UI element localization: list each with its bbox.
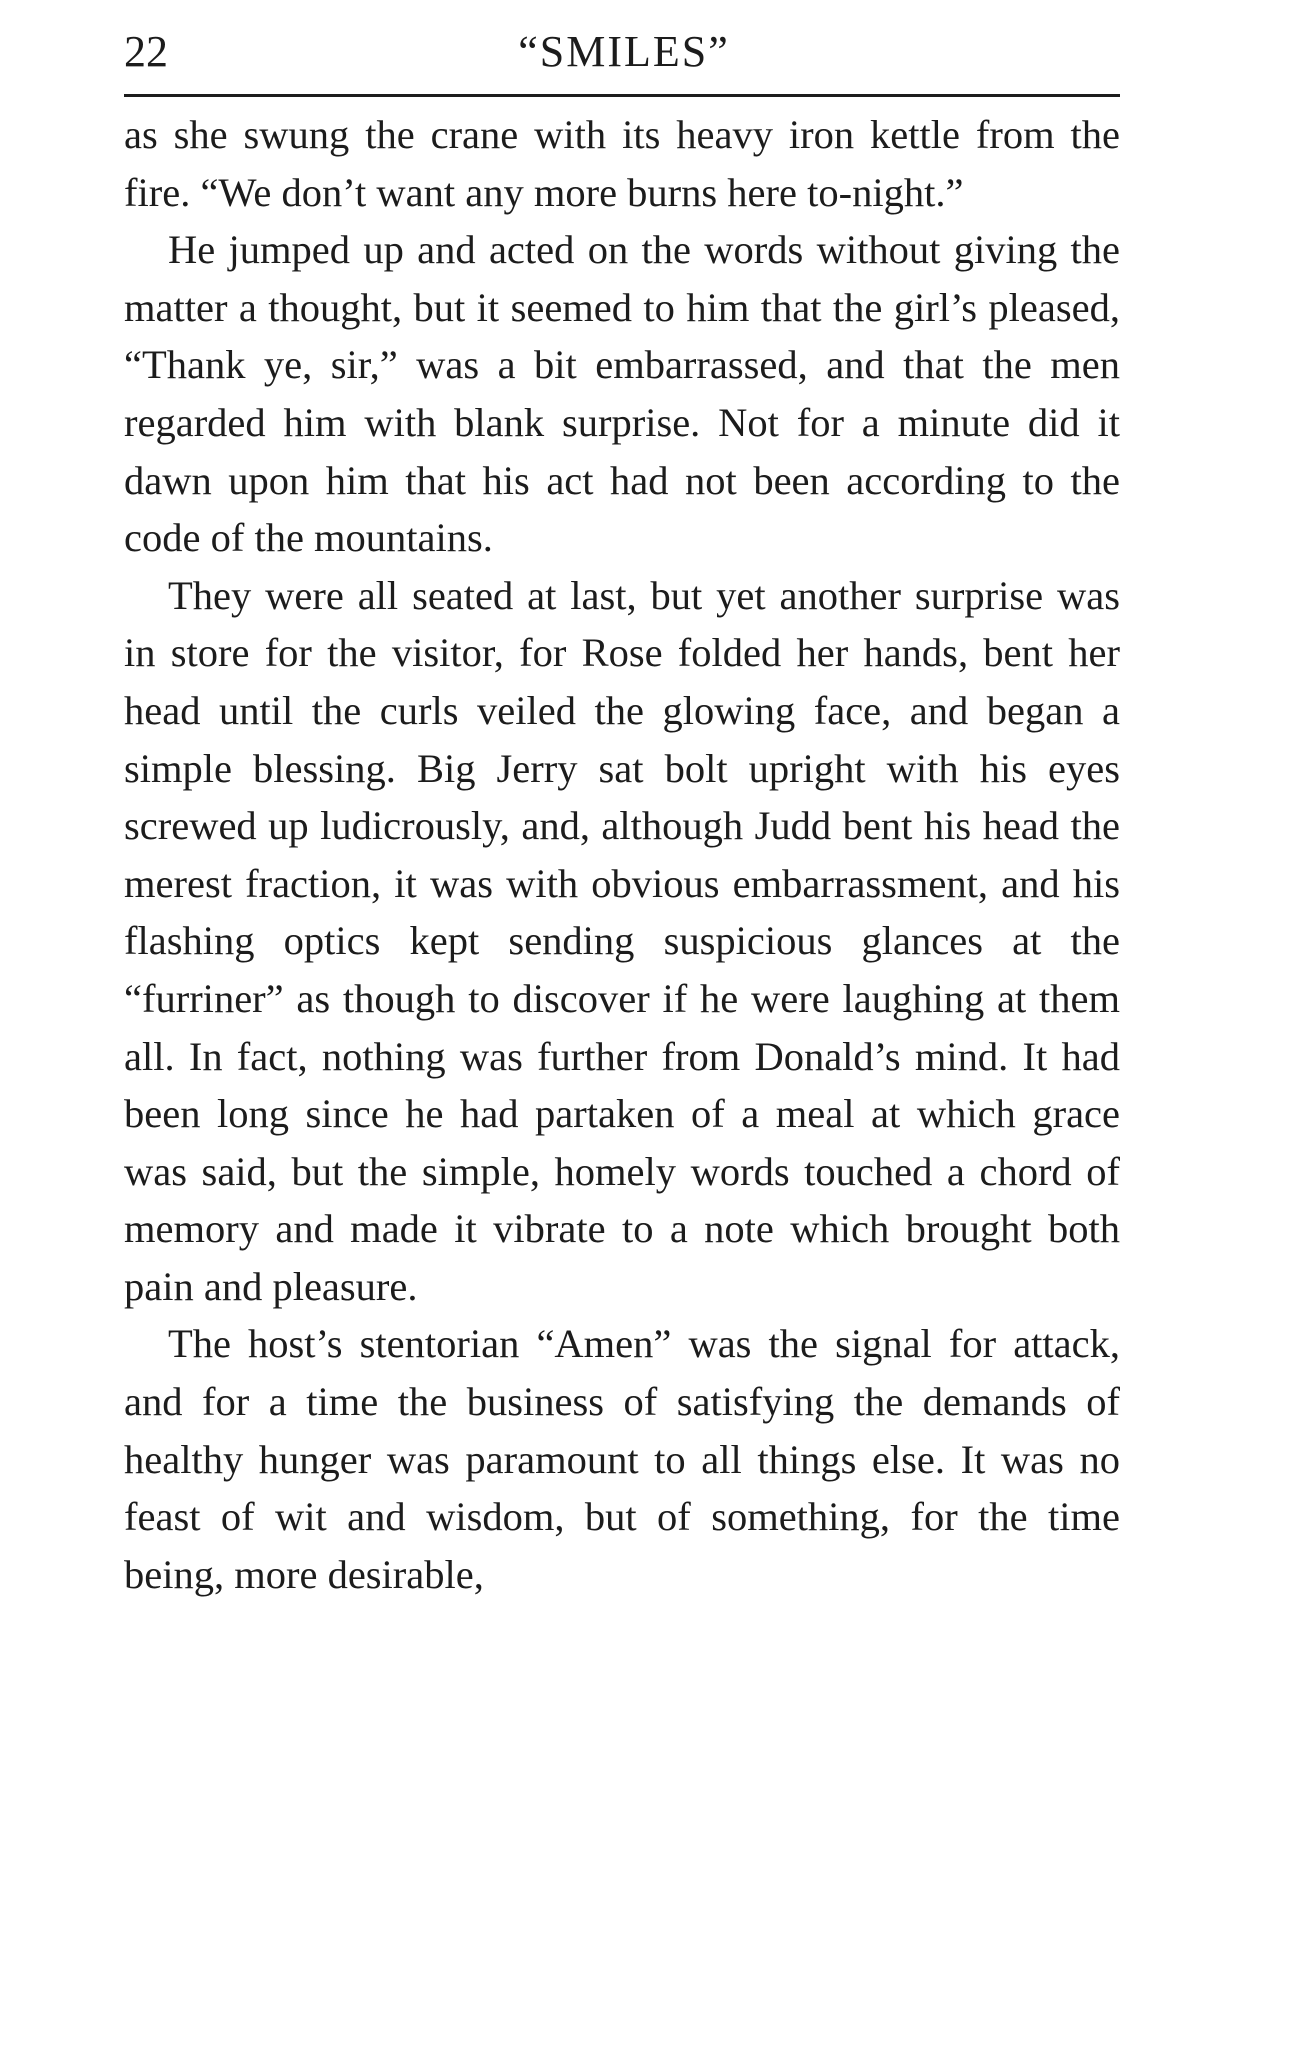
paragraph: He jumped up and acted on the words without giving the matter a thought, but it seemed to him that the girl’s pleased, “Thank ye, sir,” was a bit embarrassed, and that the men regarded him with blank surprise. Not for a minute did it dawn upon him that his act had not been according to the code of the mountains. (124, 227, 1120, 561)
page-number: 22 (124, 27, 168, 76)
paragraph: They were all seated at last, but yet another surprise was in store for the visitor, for Rose folded her hands, bent her head until the curls veiled the glowing face, and began a simple blessing. Big Jerry sat bolt upright with his eyes screwed up ludicrously, and, although Judd bent his head the merest fraction, it was with obvious embarrassment, and his flashing optics kept sending suspicious glances at the “furriner” as though to discover if he were laughing at them all. In fact, nothing was further from Donald’s mind. It had been long since he had partaken of a meal at which grace was said, but the simple, homely words touched a chord of memory and made it vibrate to a note which brought both pain and pleasure. (124, 572, 1120, 1309)
running-title: “SMILES” (518, 27, 730, 76)
header-rule (124, 94, 1120, 97)
body-text (124, 106, 1120, 1603)
running-head (124, 22, 1124, 82)
paragraph-continuation: as she swung the crane with its heavy iron kettle from the fire. “We don’t want any more burns here to-night.” (124, 112, 1120, 215)
paragraph: The host’s stentorian “Amen” was the signal for attack, and for a time the business of satisfying the demands of healthy hunger was paramount to all things else. It was no feast of wit and wisdom, but of something, for the time being, more desirable, (124, 1321, 1120, 1597)
